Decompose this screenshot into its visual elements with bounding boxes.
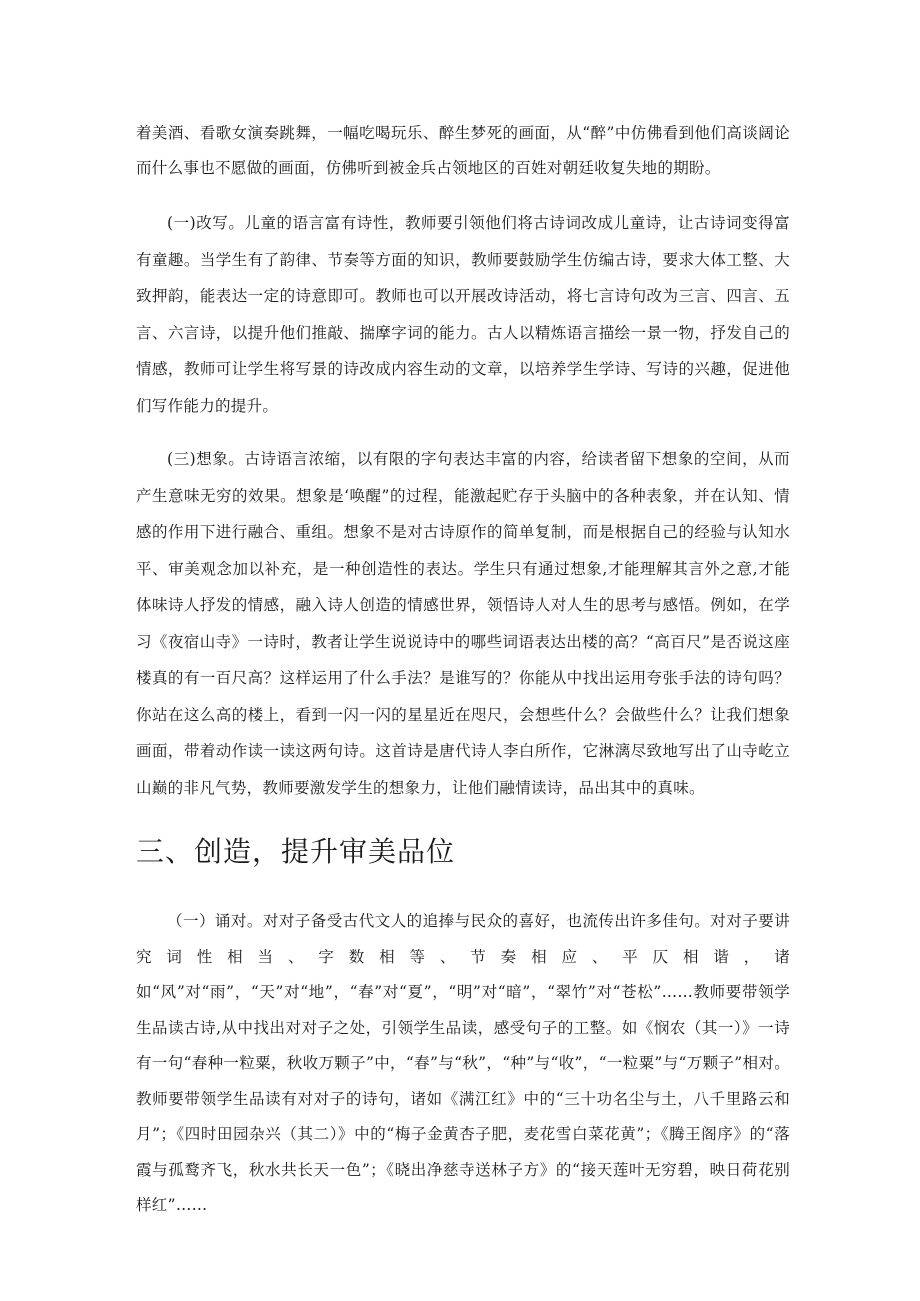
section-heading: 三、创造，提升审美品位 [136, 835, 456, 868]
paragraph-continuation: 着美酒、看歌女演奏跳舞，一幅吃喝玩乐、醉生梦死的画面，从“醉”中仿佛看到他们高谈阔论而什么事也不愿做的画面，仿佛听到被金兵占领地区的百姓对朝廷收复失地的期盼。 [136, 124, 790, 177]
paragraph-imagination: (三)想象。古诗语言浓缩，以有限的字句表达丰富的内容，给读者留下想象的空间，从而产生意味无穷的效果。想象是‘唤醒”的过程，能激起贮存于头脑中的各种表象，并在认知、情感的作用下进行融合、重组。想象不是对古诗原作的简单复制，而是根据自己的经验与认知水平、审美观念加以补充，是一种创造性的表达。学生只有通过想象,才能理解其言外之意,才能体味诗人抒发的情感，融入诗人创造的情感世界，领悟诗人对人生的思考与感悟。例如，在学习《夜宿山寺》一诗时，教者让学生说说诗中的哪些词语表达出楼的高？“高百尺”是否说这座楼真的有一百尺高？这样运用了什么手法？是谁写的？你能从中找出运用夸张手法的诗句吗？你站在这么高的楼上，看到一闪一闪的星星近在咫尺，会想些什么？会做些什么？让我们想象画面，带着动作读一读这两句诗。这首诗是唐代诗人李白所作，它淋漓尽致地写出了山寺屹立山巅的非凡气势，教师要激发学生的想象力，让他们融情读诗，品出其中的真味。 [136, 450, 790, 797]
paragraph-rewriting: (一)改写。儿童的语言富有诗性，教师要引领他们将古诗词改成儿童诗，让古诗词变得富有童趣。当学生有了韵律、节奏等方面的知识，教师要鼓励学生仿编古诗，要求大体工整、大致押韵，能表达一定的诗意即可。教师也可以开展改诗活动，将七言诗句改为三言、四言、五言、六言诗，以提升他们推敲、揣摩字词的能力。古人以精炼语言描绘一景一物，抒发自己的情感，教师可让学生将写景的诗改成内容生动的文章，以培养学生学诗、写诗的兴趣，促进他们写作能力的提升。 [136, 214, 790, 415]
paragraph-couplets: （一）诵对。对对子备受古代文人的追捧与民众的喜好，也流传出许多佳句。对对子要讲究词性相当、字数相等、节奏相应、平仄相谐，诸如“风”对“雨”，“天”对“地”，“春”对“夏”，“明”对“暗”，“翠竹”对“苍松”……教师要带领学生品读古诗,从中找出对对子之处，引领学生品读，感受句子的工整。如《悯农（其一）》一诗有一句“春种一粒粟，秋收万颗子”中，“春”与“秋”，“种”与“收”，“一粒粟”与“万颗子”相对。教师要带领学生品读有对对子的诗句，诸如《满江红》中的“三十功名尘与土，八千里路云和月”；《四时田园杂兴（其二）》中的“梅子金黄杏子肥，麦花雪白菜花黄”；《腾王阁序》的“落霞与孤鹜齐飞，秋水共长天一色”；《晓出净慈寺送林子方》的“接天莲叶无穷碧，映日荷花别样红”…… [136, 912, 790, 1214]
